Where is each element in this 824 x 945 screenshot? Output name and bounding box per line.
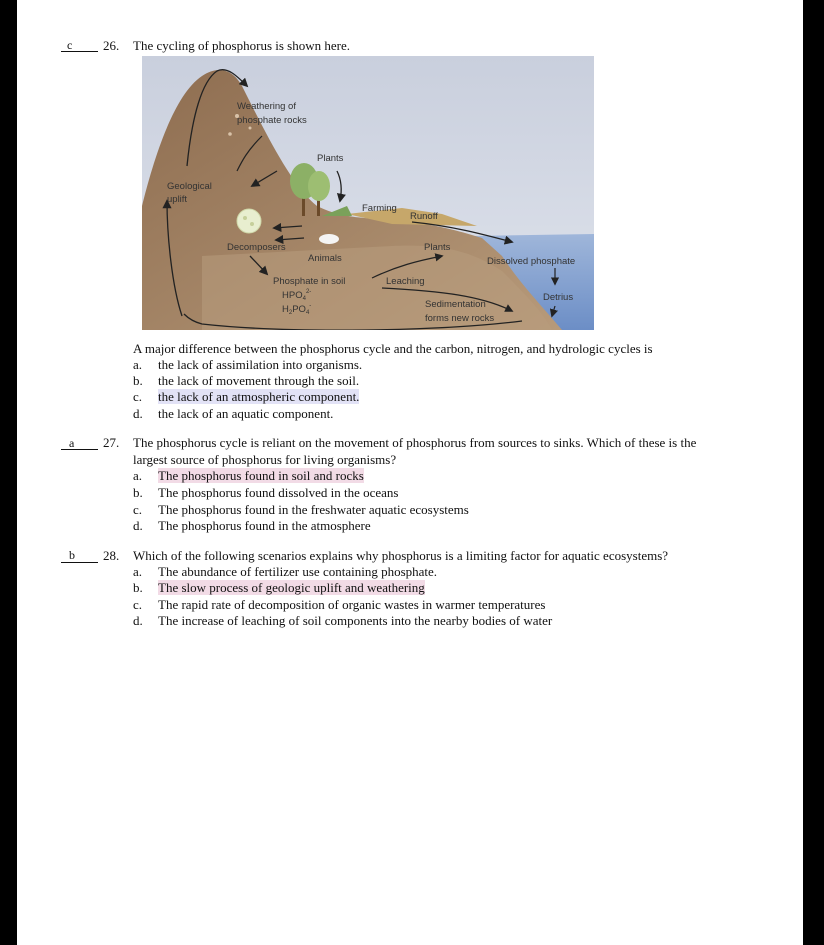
answer-28: b [69, 548, 75, 562]
question-number-27: 27. [103, 435, 120, 450]
question-number-26: 26. [103, 38, 120, 53]
label-leaching: Leaching [386, 276, 425, 287]
option-27-a[interactable]: a. The phosphorus found in soil and rocks [133, 468, 364, 483]
answer-26: c [67, 38, 73, 52]
label-sedimentation-1: Sedimentation [425, 299, 486, 310]
label-animals: Animals [308, 253, 342, 264]
question-stem-27-line2: largest source of phosphorus for living organisms? [133, 452, 397, 467]
animals-illustration [319, 234, 339, 244]
label-dissolved-phosphate: Dissolved phosphate [487, 256, 576, 267]
option-26-d[interactable]: d. the lack of an aquatic component. [133, 406, 334, 421]
label-plants-mid: Plants [424, 242, 451, 253]
option-text: The abundance of fertilizer use containing phosphate. [158, 564, 438, 579]
option-text: The increase of leaching of soil components into the nearby bodies of water [158, 613, 553, 628]
label-weathering-2: phosphate rocks [237, 115, 307, 126]
option-26-b[interactable]: b. the lack of movement through the soil. [133, 373, 360, 388]
option-26-a[interactable]: a. the lack of assimilation into organisms. [133, 357, 363, 372]
option-text: the lack of assimilation into organisms. [158, 357, 363, 372]
label-geological-1: Geological [167, 181, 212, 192]
answer-27: a [69, 436, 75, 450]
label-weathering-1: Weathering of [237, 101, 296, 112]
option-text-highlighted: The slow process of geologic uplift and weathering [158, 580, 425, 595]
question-stem-27-line1: The phosphorus cycle is reliant on the movement of phosphorus from sources to sinks. Which of these is the [133, 435, 697, 450]
label-decomposers: Decomposers [227, 242, 286, 253]
option-text-highlighted: the lack of an atmospheric component. [158, 389, 360, 404]
answer-blank-27 [61, 449, 98, 450]
question-number-28: 28. [103, 548, 120, 563]
question-stem-26: The cycling of phosphorus is shown here. [133, 38, 350, 53]
option-text: The phosphorus found dissolved in the oceans [158, 485, 399, 500]
label-sedimentation-2: forms new rocks [425, 313, 495, 324]
option-28-b[interactable]: b. The slow process of geologic uplift and weathering [133, 580, 425, 595]
question-prompt-26: A major difference between the phosphorus cycle and the carbon, nitrogen, and hydrologic cycles is [133, 341, 653, 356]
decomposers-illustration [237, 209, 261, 233]
option-26-c[interactable]: c. the lack of an atmospheric component. [133, 389, 360, 404]
answer-blank-28 [61, 562, 98, 563]
option-28-d[interactable]: d. The increase of leaching of soil components into the nearby bodies of water [133, 613, 553, 628]
option-text: the lack of movement through the soil. [158, 373, 360, 388]
label-plants-top: Plants [317, 153, 344, 164]
option-27-c[interactable]: c. The phosphorus found in the freshwater aquatic ecosystems [133, 502, 469, 517]
option-27-b[interactable]: b. The phosphorus found dissolved in the oceans [133, 485, 399, 500]
worksheet-page [17, 0, 803, 945]
label-detrius: Detrius [543, 292, 574, 303]
question-stem-28: Which of the following scenarios explains why phosphorus is a limiting factor for aquatic ecosystems? [133, 548, 669, 563]
label-geological-2: uplift [167, 194, 188, 205]
label-phosphate-in-soil: Phosphate in soil [273, 276, 346, 287]
option-text: The phosphorus found in the freshwater aquatic ecosystems [158, 502, 469, 517]
phosphorus-cycle-figure [142, 56, 594, 330]
label-runoff: Runoff [410, 211, 438, 222]
label-hpo4: $HPO_4^{2-}$ [282, 289, 312, 302]
option-text-highlighted: The phosphorus found in soil and rocks [158, 468, 364, 483]
option-27-d[interactable]: d. The phosphorus found in the atmosphere [133, 518, 371, 533]
option-text: The rapid rate of decomposition of organic wastes in warmer temperatures [158, 597, 546, 612]
option-28-c[interactable]: c. The rapid rate of decomposition of organic wastes in warmer temperatures [133, 597, 546, 612]
label-farming: Farming [362, 203, 397, 214]
label-h2po4: $H_2PO_4^-$ [282, 303, 312, 316]
option-28-a[interactable]: a. The abundance of fertilizer use containing phosphate. [133, 564, 438, 579]
option-text: the lack of an aquatic component. [158, 406, 334, 421]
option-text: The phosphorus found in the atmosphere [158, 518, 371, 533]
